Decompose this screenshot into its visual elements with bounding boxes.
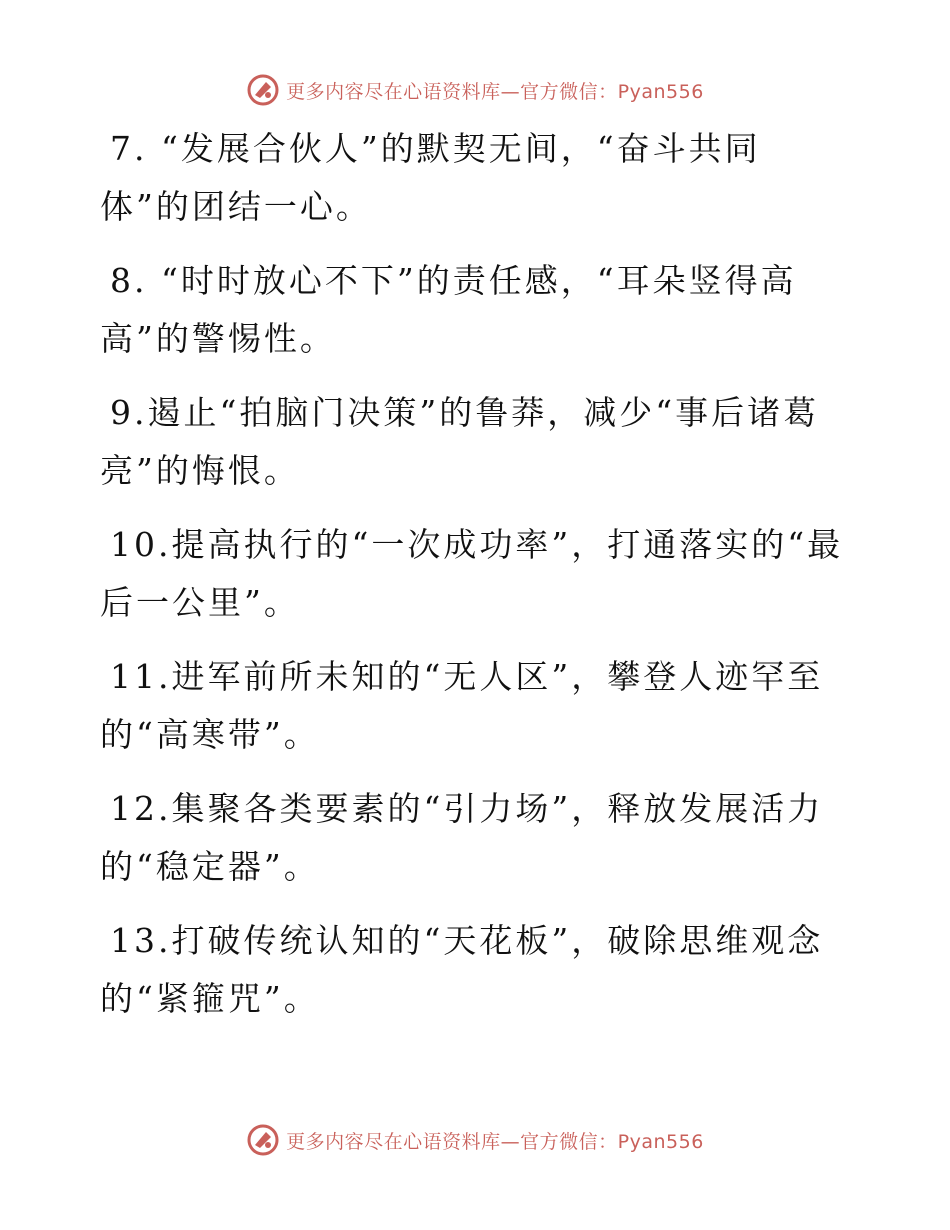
item-line: 13.打破传统认知的“天花板”，破除思维观念: [110, 921, 824, 960]
logo-icon: [246, 1123, 280, 1157]
item-line: 7. “发展合伙人”的默契无间，“奋斗共同: [110, 129, 761, 168]
item-line: 9.遏止“拍脑门决策”的鲁莽，减少“事后诸葛: [110, 393, 820, 432]
item-line: 10.提高执行的“一次成功率”，打通落实的“最: [110, 525, 844, 564]
item-line: 后一公里”。: [100, 583, 300, 622]
list-item: [100, 780, 860, 896]
item-line: 11.进军前所未知的“无人区”，攀登人迹罕至: [110, 657, 824, 696]
item-line: 的“紧箍咒”。: [100, 979, 320, 1018]
watermark-text: 更多内容尽在心语资料库—官方微信：Pyan556: [286, 80, 704, 103]
item-line: 的“高寒带”。: [100, 715, 320, 754]
header-watermark: [0, 70, 950, 110]
item-line: 亮”的悔恨。: [100, 451, 300, 490]
watermark-text: 更多内容尽在心语资料库—官方微信：Pyan556: [286, 1130, 704, 1153]
item-line: 高”的警惕性。: [100, 319, 336, 358]
list-item: [100, 912, 860, 1028]
item-line: 的“稳定器”。: [100, 847, 320, 886]
item-line: 12.集聚各类要素的“引力场”，释放发展活力: [110, 789, 824, 828]
item-line: 8. “时时放心不下”的责任感，“耳朵竖得高: [110, 261, 797, 300]
logo-icon: [246, 73, 280, 107]
item-line: 体”的团结一心。: [100, 187, 372, 226]
list-item: [100, 384, 860, 500]
list-item: [100, 252, 860, 368]
list-item: [100, 648, 860, 764]
list-item: [100, 120, 860, 236]
list-item: [100, 516, 860, 632]
footer-watermark: [0, 1120, 950, 1160]
document-body: [100, 120, 860, 1044]
